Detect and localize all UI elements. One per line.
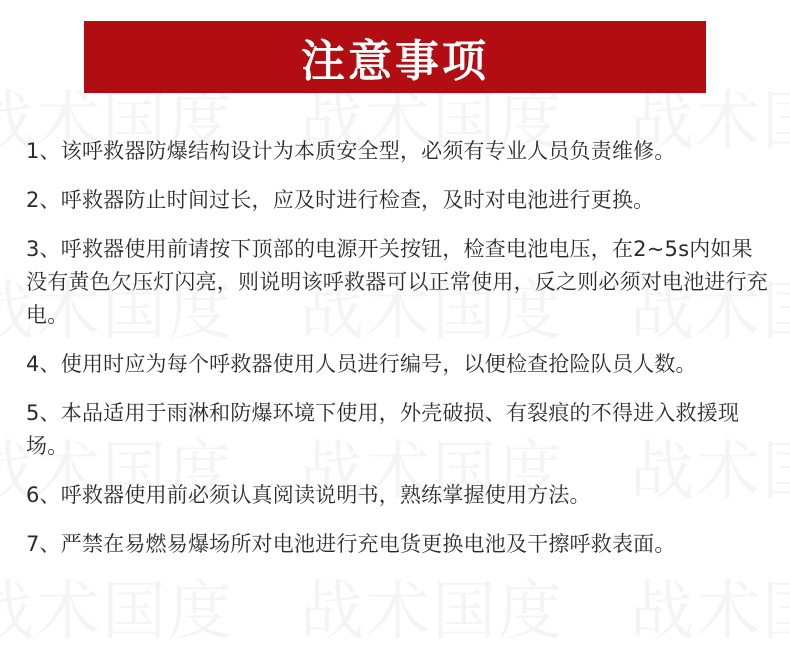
notes-list	[26, 135, 770, 577]
note-item-1: 1、该呼救器防爆结构设计为本质安全型，必须有专业人员负责维修。	[26, 139, 676, 163]
note-item-3: 3、呼救器使用前请按下顶部的电源开关按钮，检查电池电压，在2~5s内如果没有黄色欠压灯闪亮，则说明该呼救器可以正常使用，反之则必须对电池进行充电。	[26, 237, 768, 327]
note-item-2: 2、呼救器防止时间过长，应及时进行检查，及时对电池进行更换。	[26, 188, 655, 212]
note-item-5: 5、本品适用于雨淋和防爆环境下使用，外壳破损、有裂痕的不得进入救援现场。	[26, 401, 740, 458]
note-item-7: 7、严禁在易燃易爆场所对电池进行充电货更换电池及干擦呼救表面。	[26, 532, 676, 556]
title-banner	[84, 21, 706, 93]
note-item-4: 4、使用时应为每个呼救器使用人员进行编号，以便检查抢险队员人数。	[26, 352, 697, 376]
page-title: 注意事项	[301, 36, 489, 87]
note-item-6: 6、呼救器使用前必须认真阅读说明书，熟练掌握使用方法。	[26, 483, 591, 507]
